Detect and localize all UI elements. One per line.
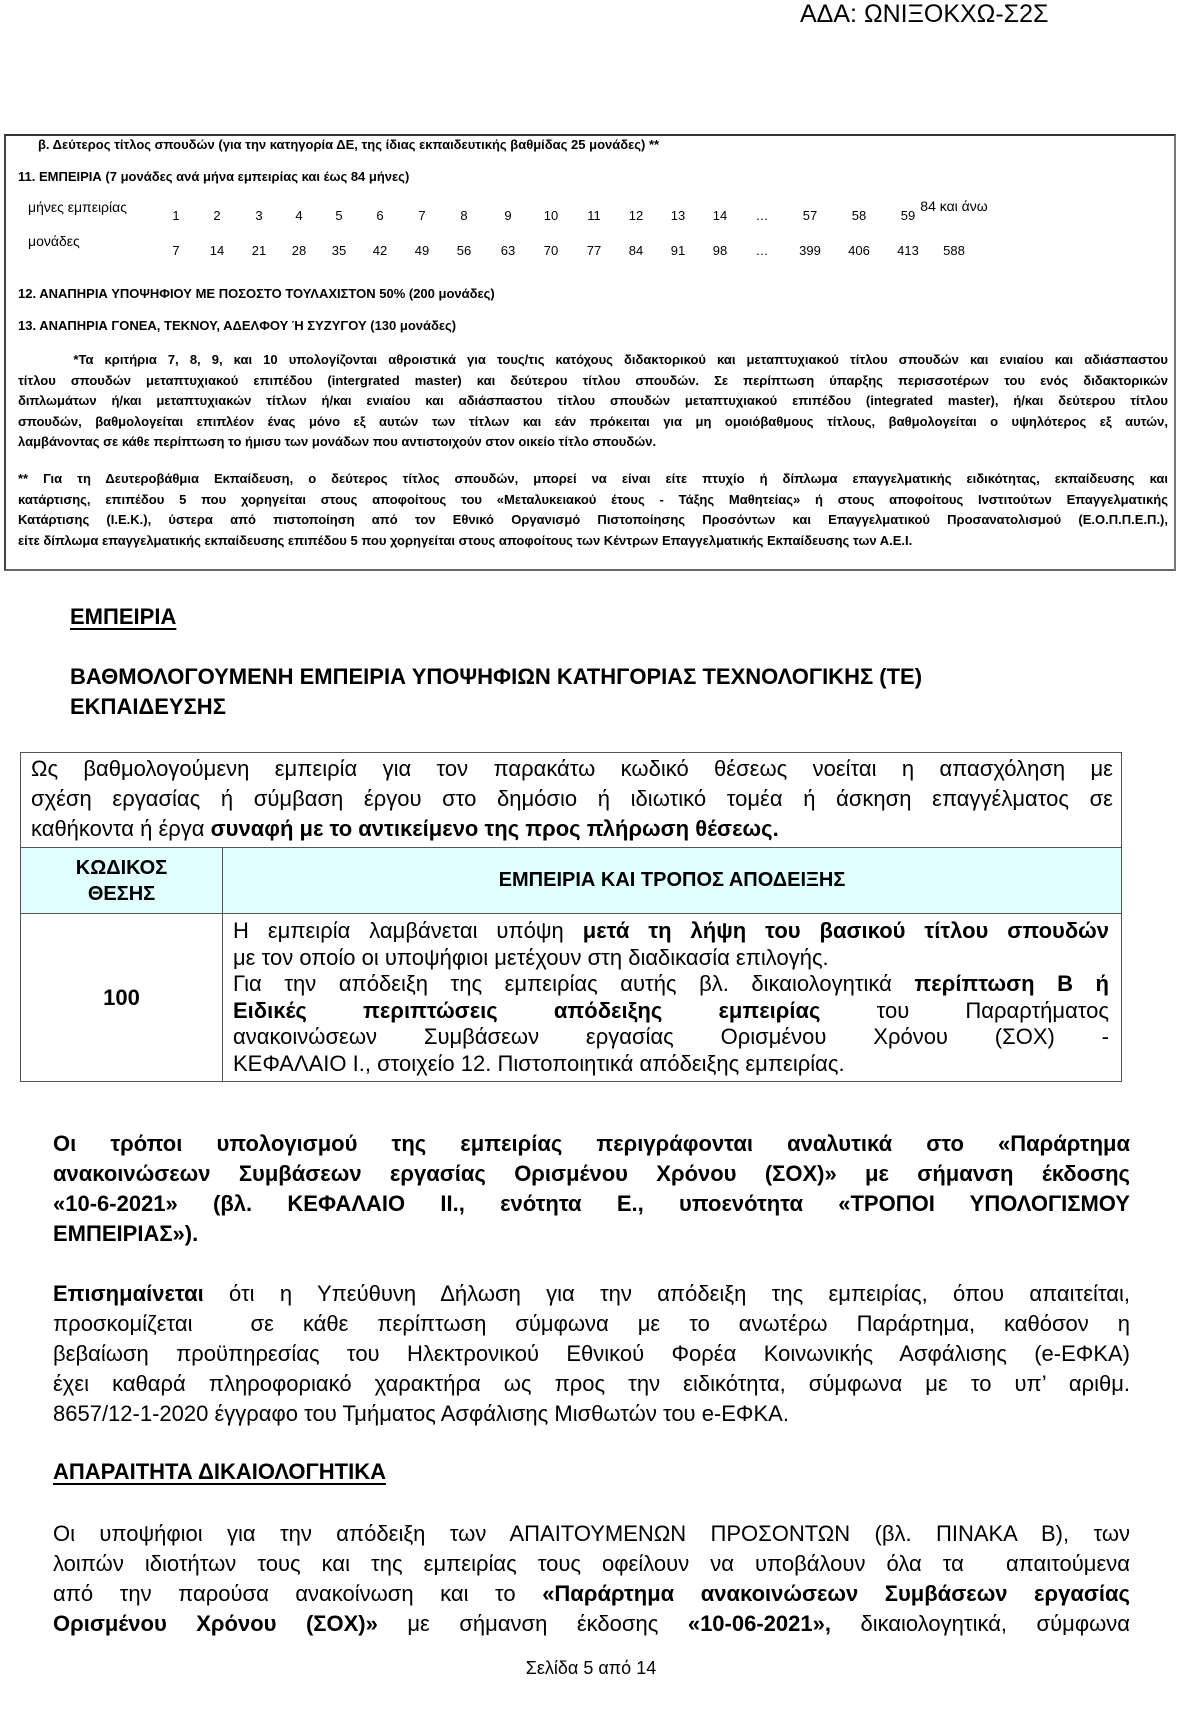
- months-value: 5: [335, 208, 343, 223]
- months-value: 58: [851, 208, 867, 223]
- points-value: 63: [500, 243, 516, 258]
- ada-code: ΑΔΑ: ΩΝΙΞΟΚΧΩ-Σ2Σ: [800, 0, 1049, 28]
- points-value: 77: [586, 243, 602, 258]
- criterion-11-experience: 11. ΕΜΠΕΙΡΙΑ (7 μονάδες ανά μήνα εμπειρίας και έως 84 μήνες): [18, 169, 410, 184]
- months-value: 2: [213, 208, 221, 223]
- months-value: 13: [670, 208, 686, 223]
- points-value: 35: [331, 243, 347, 258]
- intro-line: Ως βαθμολογούμενη εμπειρία για τον παρακάτω κωδικό θέσεως νοείται η απασχόληση με: [31, 756, 1113, 781]
- criterion-12-disability: 12. ΑΝΑΠΗΡΙΑ ΥΠΟΨΗΦΙΟΥ ΜΕ ΠΟΣΟΣΤΟ ΤΟΥΛΑΧΙΣΤΟΝ 50% (200 μονάδες): [18, 286, 495, 301]
- note-double-star-line: ** Για τη Δευτεροβάθμια Εκπαίδευση, ο δεύτερος τίτλος σπουδών, μπορεί να είναι είτε πτυχίο ή δίπλωμα επαγγελματικής ειδικότητας, εκπαίδευσης και: [18, 471, 1168, 486]
- note-star-line: διπλωμάτων ή/και μεταπτυχιακών τίτλων ή/και ενιαίου και αδιάσπαστου τίτλου σπουδών μεταπτυχιακού επιπέδου (integrated master), ή/και δεύτερου τίτλου: [18, 393, 1168, 408]
- months-value: 84 και άνω: [920, 198, 988, 214]
- points-value: 14: [209, 243, 225, 258]
- months-value: …: [755, 208, 769, 223]
- intro-line: καθήκοντα ή έργα συναφή με το αντικείμενο της προς πλήρωση θέσεως.: [31, 816, 779, 841]
- points-value: 70: [543, 243, 559, 258]
- months-value: 1: [172, 208, 180, 223]
- months-value: 7: [418, 208, 426, 223]
- note-paragraph: Επισημαίνεται ότι η Υπεύθυνη Δήλωση για την απόδειξη της εμπειρίας, όπου απαιτείται, προσκομίζεται σε κάθε περίπτωση σύμφωνα με το ανωτέρω Παράρτημα, καθόσον η βεβαίωση προϋπηρεσίας του Ηλεκτρονικού Εθνικού Φορέα Κοινωνικής Ασφάλισης (e-ΕΦΚΑ) έχει καθαρά πληροφοριακό χαρακτήρα ως προς την ειδικότητα, σύμφωνα με το υπ’ αριθμ. 8657/12-1-2020 έγγραφο του Τμήματος Ασφάλισης Μισθωτών του e-ΕΦΚΑ.: [53, 1281, 1130, 1426]
- points-value: 91: [670, 243, 686, 258]
- note-star: [18, 350, 1168, 453]
- note-double-star-line: είτε δίπλωμα επαγγελματικής εκπαίδευσης επιπέδου 5 που χορηγείται στους αποφοίτους των Κέντρων Επαγγελματικής Εκπαίδευσης των Α.Ε.Ι.: [18, 532, 913, 548]
- points-value: 28: [291, 243, 307, 258]
- note-double-star: [18, 469, 1168, 551]
- points-value: 7: [172, 243, 180, 258]
- months-value: 11: [587, 208, 601, 223]
- points-value: 84: [628, 243, 644, 258]
- months-value: 12: [628, 208, 644, 223]
- points-value: 588: [943, 243, 965, 258]
- note-double-star-line: κατάρτισης, επιπέδου 5 που χορηγείται στους αποφοίτους του «Μεταλυκειακού έτους - Τάξης Μαθητείας» ή στους αποφοίτους Ινστιτούτων Επαγγελματικής: [18, 491, 1168, 507]
- months-value: 57: [802, 208, 818, 223]
- calculation-methods-paragraph: Οι τρόποι υπολογισμού της εμπειρίας περιγράφονται αναλυτικά στο «Παράρτημα ανακοινώσεων Συμβάσεων εργασίας Ορισμένου Χρόνου (ΣΟΧ)» με σήμανση έκδοσης «10-6-2021» (βλ. ΚΕΦΑΛΑΙΟ ΙΙ., ενότητα Ε., υποενότητα «ΤΡΟΠΟΙ ΥΠΟΛΟΓΙΣΜΟΥ ΕΜΠΕΙΡΙΑΣ»).: [53, 1131, 1130, 1246]
- points-row-label: μονάδες: [28, 233, 80, 249]
- months-value: 3: [255, 208, 263, 223]
- required-documents-paragraph: Οι υποψήφιοι για την απόδειξη των ΑΠΑΙΤΟΥΜΕΝΩΝ ΠΡΟΣΟΝΤΩΝ (βλ. ΠΙΝΑΚΑ Β), των λοιπών ιδιοτήτων τους και της εμπειρίας τους οφείλουν να υποβάλουν όλα τα απαιτούμενα από την παρούσα ανακοίνωση και το «Παράρτημα ανακοινώσεων Συμβάσεων εργασίας Ορισμένου Χρόνου (ΣΟΧ)» με σήμανση έκδοσης «10-06-2021», δικαιολογητικά, σύμφωνα: [53, 1521, 1130, 1636]
- intro-line: σχέση εργασίας ή σύμβαση έργου στο δημόσιο ή ιδιωτικό τομέα ή άσκηση επαγγέλματος σε: [31, 786, 1113, 811]
- note-star-line: σπουδών, βαθμολογείται επιπλέον ένας μόνο εξ αυτών των τίτλων και εάν πρόκειται για μη ομοιόβαθμους τίτλους, βαθμολογείται ο υψηλότερος εξ αυτών,: [18, 413, 1168, 429]
- months-value: 9: [504, 208, 512, 223]
- experience-subheading-line: ΕΚΠΑΙΔΕΥΣΗΣ: [70, 694, 226, 719]
- points-value: 98: [712, 243, 728, 258]
- points-value: 399: [799, 243, 821, 258]
- points-value: 42: [372, 243, 388, 258]
- experience-description: Η εμπειρία λαμβάνεται υπόψη μετά τη λήψη του βασικού τίτλου σπουδών με τον οποίο οι υποψήφιοι μετέχουν στη διαδικασία επιλογής. Για την απόδειξη της εμπειρίας αυτής βλ. δικαιολογητικά περίπτωση Β ή Ειδικές περιπτώσεις απόδειξης εμπειρίας του Παραρτήματος ανακοινώσεων Συμβάσεων εργασίας Ορισμένου Χρόνου (ΣΟΧ) - ΚΕΦΑΛΑΙΟ Ι., στοιχείο 12. Πιστοποιητικά απόδειξης εμπειρίας.: [223, 914, 1122, 1082]
- position-code: 100: [21, 914, 223, 1082]
- months-value: 8: [460, 208, 468, 223]
- months-value: 14: [712, 208, 728, 223]
- criterion-13-family-disability: 13. ΑΝΑΠΗΡΙΑ ΓΟΝΕΑ, ΤΕΚΝΟΥ, ΑΔΕΛΦΟΥ Ή ΣΥΖΥΓΟΥ (130 μονάδες): [18, 318, 457, 333]
- required-documents-heading: ΑΠΑΡΑΙΤΗΤΑ ΔΙΚΑΙΟΛΟΓΗΤΙΚΑ: [53, 1459, 386, 1484]
- table-row: [21, 914, 1122, 1082]
- points-value: …: [755, 243, 769, 258]
- experience-subheading: [70, 662, 922, 722]
- months-value: 4: [295, 208, 303, 223]
- months-value: 6: [376, 208, 384, 223]
- criterion-second-degree: β. Δεύτερος τίτλος σπουδών (για την κατηγορία ΔΕ, της ίδιας εκπαιδευτικής βαθμίδας 25 μονάδες) **: [38, 137, 660, 152]
- column-header-code: ΚΩΔΙΚΟΣ ΘΕΣΗΣ: [21, 848, 223, 914]
- criteria-box: [4, 134, 1176, 571]
- note-star-line: τίτλου σπουδών μεταπτυχιακού επιπέδου (intergrated master) και δεύτερου τίτλου σπουδών. Σε περίπτωση ύπαρξης περισσοτέρων του ενός διδακτορικών: [18, 372, 1168, 388]
- experience-intro: [21, 753, 1122, 848]
- experience-table: [20, 752, 1122, 1082]
- page-number: Σελίδα 5 από 14: [525, 1658, 657, 1678]
- points-value: 56: [456, 243, 472, 258]
- points-value: 49: [414, 243, 430, 258]
- months-row-label: μήνες εμπειρίας: [28, 199, 127, 215]
- points-value: 413: [897, 243, 919, 258]
- months-value: 10: [543, 208, 559, 223]
- points-value: 21: [251, 243, 267, 258]
- months-value: 59: [900, 208, 916, 223]
- points-value: 406: [848, 243, 870, 258]
- column-header-experience: ΕΜΠΕΙΡΙΑ ΚΑΙ ΤΡΟΠΟΣ ΑΠΟΔΕΙΞΗΣ: [223, 848, 1122, 914]
- experience-subheading-line: ΒΑΘΜΟΛΟΓΟΥΜΕΝΗ ΕΜΠΕΙΡΙΑ ΥΠΟΨΗΦΙΩΝ ΚΑΤΗΓΟΡΙΑΣ ΤΕΧΝΟΛΟΓΙΚΗΣ (ΤΕ): [70, 664, 923, 689]
- note-double-star-line: Κατάρτισης (Ι.Ε.Κ.), ύστερα από πιστοποίηση από τον Εθνικό Οργανισμό Πιστοποίησης Προσόντων και Επαγγελματικού Προσανατολισμού (Ε.Ο.Π.Π.Ε.Π.),: [18, 512, 1168, 527]
- experience-heading: ΕΜΠΕΙΡΙΑ: [70, 604, 177, 629]
- note-star-line: λαμβάνοντας σε κάθε περίπτωση το ήμισυ των μονάδων που αντιστοιχούν στον οικείο τίτλο σπουδών.: [18, 434, 657, 449]
- note-star-line: *Τα κριτήρια 7, 8, 9, και 10 υπολογίζονται αθροιστικά για τους/τις κατόχους διδακτορικού και μεταπτυχιακού τίτλου σπουδών και ενιαίου και αδιάσπαστου: [18, 352, 1168, 367]
